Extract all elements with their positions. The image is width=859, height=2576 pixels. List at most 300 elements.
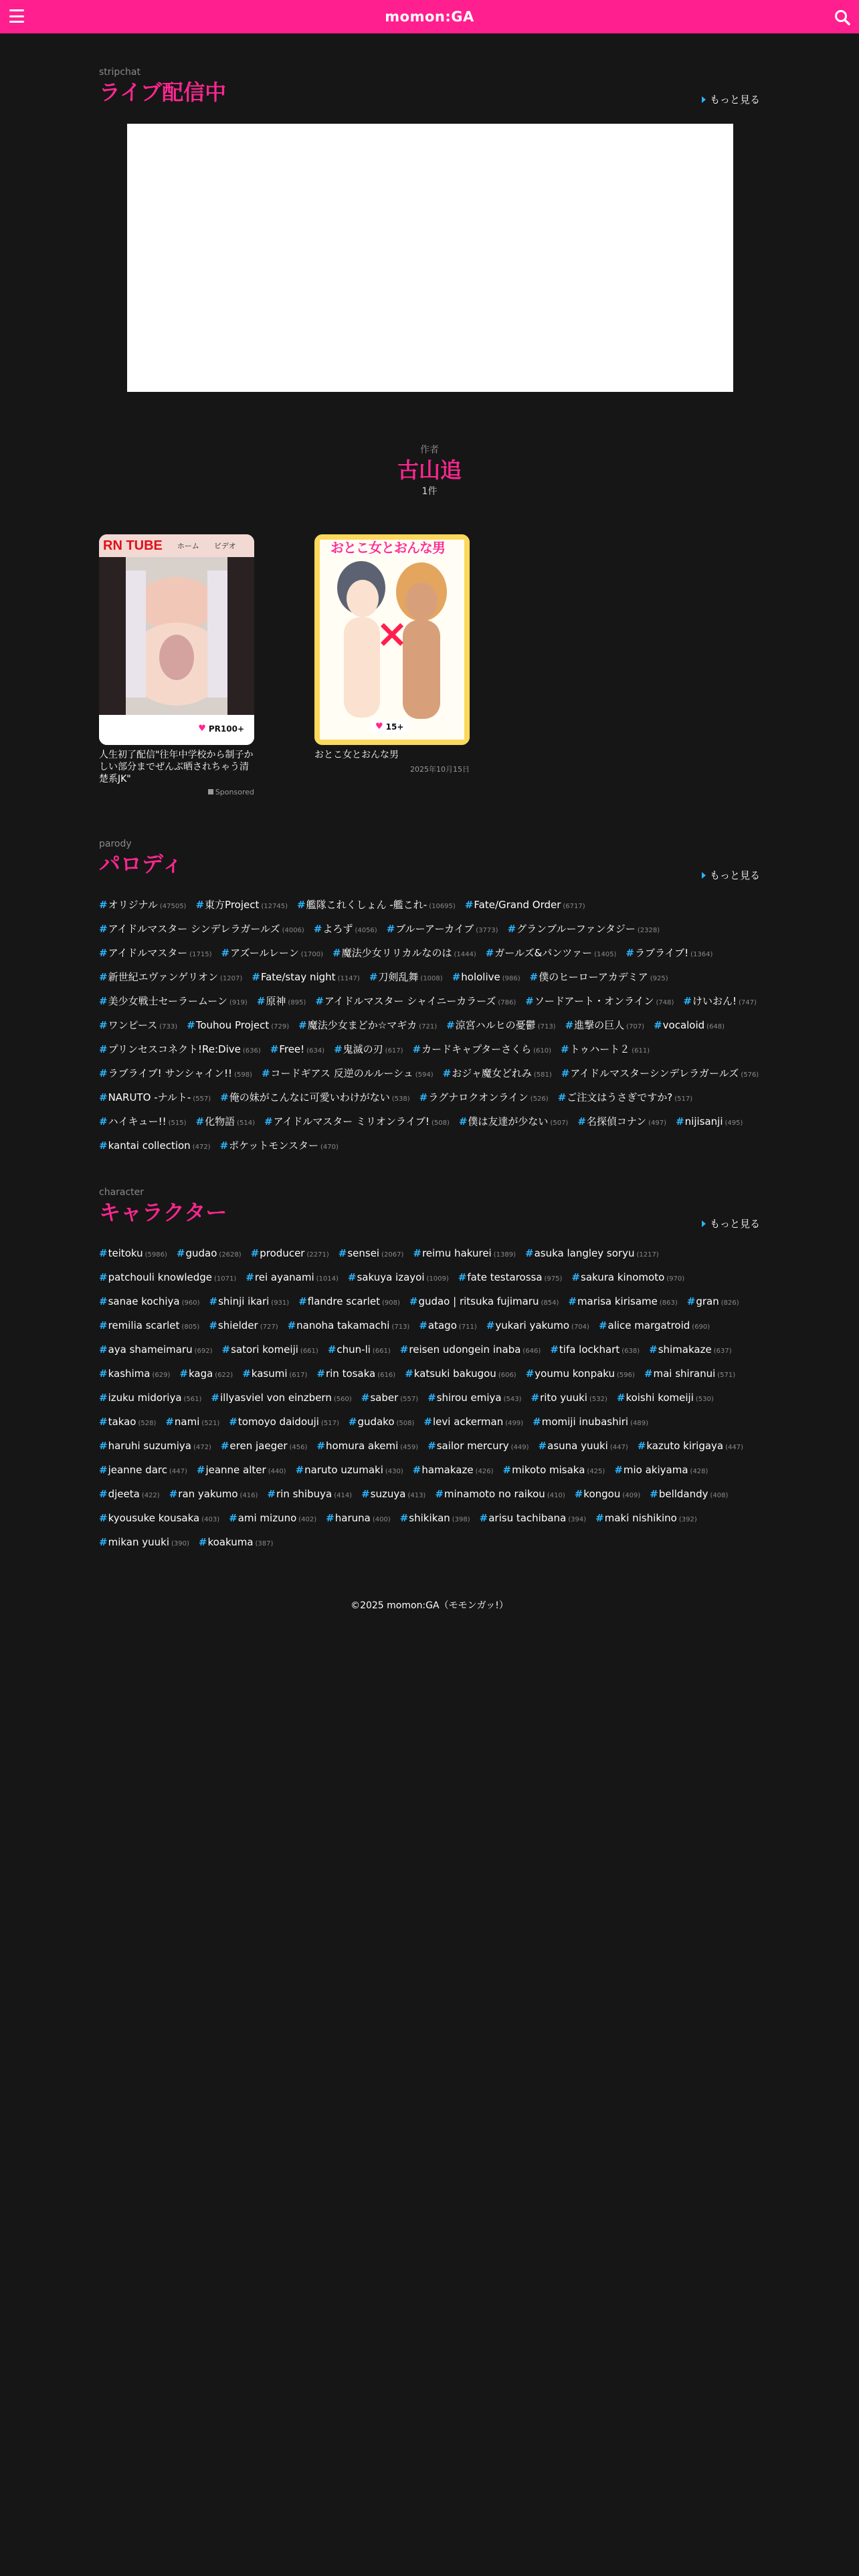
tag-name: 僕のヒーローアカデミア bbox=[539, 971, 648, 983]
character-tag[interactable] bbox=[99, 1289, 200, 1313]
parody-tag[interactable] bbox=[99, 941, 212, 965]
parody-tag[interactable] bbox=[196, 1109, 255, 1134]
character-tag[interactable] bbox=[617, 1386, 714, 1410]
tag-count: (1008) bbox=[420, 975, 443, 982]
parody-tag[interactable] bbox=[530, 965, 668, 989]
tag-count: (711) bbox=[458, 1323, 477, 1331]
tag-count: (636) bbox=[242, 1047, 261, 1055]
ad-card[interactable] bbox=[99, 534, 254, 796]
character-tag[interactable] bbox=[349, 1410, 415, 1434]
tag-count: (489) bbox=[630, 1420, 648, 1427]
sponsored-label: Sponsored bbox=[99, 788, 254, 796]
character-tag[interactable] bbox=[435, 1482, 565, 1506]
hash-icon: # bbox=[533, 1416, 541, 1428]
hash-icon: # bbox=[598, 1319, 607, 1331]
character-tag[interactable] bbox=[199, 1530, 274, 1554]
character-tag[interactable] bbox=[427, 1434, 529, 1458]
tag-name: rei ayanami bbox=[254, 1271, 314, 1283]
character-tag[interactable] bbox=[419, 1313, 476, 1337]
tag-count: (1444) bbox=[454, 951, 476, 958]
character-tag[interactable] bbox=[165, 1410, 219, 1434]
tag-count: (786) bbox=[498, 999, 516, 1006]
tag-count: (895) bbox=[288, 999, 306, 1006]
hash-icon: # bbox=[261, 1067, 270, 1079]
tag-count: (392) bbox=[678, 1516, 697, 1523]
hash-icon: # bbox=[338, 1247, 347, 1259]
parody-more-link[interactable]: もっと見る bbox=[702, 868, 760, 882]
parody-tag[interactable] bbox=[419, 1085, 549, 1109]
hash-icon: # bbox=[650, 1488, 658, 1500]
tag-name: 新世紀エヴァンゲリオン bbox=[108, 971, 218, 983]
tag-name: takao bbox=[108, 1416, 136, 1428]
character-tag[interactable] bbox=[423, 1410, 523, 1434]
character-tag[interactable] bbox=[638, 1434, 743, 1458]
parody-tag[interactable] bbox=[99, 1061, 252, 1085]
tag-name: koishi komeiji bbox=[626, 1392, 694, 1404]
tag-name: アイドルマスターシンデレラガールズ bbox=[570, 1067, 739, 1079]
tag-name: 進撃の巨人 bbox=[574, 1019, 625, 1031]
hash-icon: # bbox=[99, 1295, 108, 1307]
character-tag[interactable] bbox=[348, 1265, 449, 1289]
tag-name: gudao | ritsuka fujimaru bbox=[418, 1295, 539, 1307]
hash-icon: # bbox=[242, 1368, 251, 1380]
parody-tag[interactable] bbox=[99, 1037, 261, 1061]
character-tag[interactable] bbox=[571, 1265, 684, 1289]
parody-tag[interactable] bbox=[683, 989, 756, 1013]
tag-count: (10695) bbox=[429, 903, 456, 910]
tag-count: (561) bbox=[183, 1396, 202, 1403]
character-tag[interactable] bbox=[339, 1241, 404, 1265]
tag-count: (422) bbox=[141, 1492, 160, 1499]
parody-tag[interactable] bbox=[525, 989, 674, 1013]
character-tag[interactable] bbox=[99, 1386, 201, 1410]
tag-count: (1071) bbox=[214, 1275, 237, 1283]
ad-thumbnail[interactable] bbox=[99, 534, 254, 745]
tag-count: (617) bbox=[289, 1372, 308, 1379]
parody-tag[interactable] bbox=[508, 917, 660, 941]
hash-icon: # bbox=[574, 1488, 583, 1500]
parody-tag[interactable] bbox=[220, 1085, 409, 1109]
tag-name: sailor mercury bbox=[436, 1440, 509, 1452]
tag-name: flandre scarlet bbox=[307, 1295, 380, 1307]
tag-name: minamoto no raikou bbox=[444, 1488, 545, 1500]
character-tag[interactable] bbox=[177, 1241, 242, 1265]
tag-name: izuku midoriya bbox=[108, 1392, 182, 1404]
character-tag[interactable] bbox=[400, 1506, 470, 1530]
tag-name: 原神 bbox=[266, 995, 286, 1007]
tag-name: producer bbox=[260, 1247, 305, 1259]
hash-icon: # bbox=[577, 1115, 586, 1128]
tag-name: 艦隊これくしょん -艦これ- bbox=[306, 899, 427, 911]
parody-tag[interactable] bbox=[369, 965, 443, 989]
hash-icon: # bbox=[361, 1488, 370, 1500]
character-tag[interactable] bbox=[288, 1313, 410, 1337]
parody-tag[interactable] bbox=[452, 965, 520, 989]
tag-count: (594) bbox=[415, 1071, 434, 1079]
tag-count: (721) bbox=[419, 1023, 438, 1031]
character-tag[interactable] bbox=[99, 1313, 199, 1337]
character-tag[interactable] bbox=[267, 1482, 352, 1506]
hash-icon: # bbox=[196, 1464, 205, 1476]
tag-name: atago bbox=[427, 1319, 457, 1331]
tag-name: コードギアス 反逆のルルーシュ bbox=[270, 1067, 413, 1079]
character-tag[interactable] bbox=[568, 1289, 677, 1313]
character-tag[interactable] bbox=[533, 1410, 648, 1434]
character-tag[interactable] bbox=[242, 1362, 307, 1386]
tag-count: (970) bbox=[666, 1275, 685, 1283]
character-tag[interactable] bbox=[687, 1289, 739, 1313]
hash-icon: # bbox=[412, 1043, 421, 1055]
tag-count: (854) bbox=[541, 1299, 559, 1307]
hash-icon: # bbox=[525, 1247, 534, 1259]
tag-count: (805) bbox=[181, 1323, 200, 1331]
character-tag[interactable] bbox=[229, 1410, 339, 1434]
parody-tag[interactable] bbox=[413, 1037, 551, 1061]
character-tag[interactable] bbox=[361, 1386, 418, 1410]
parody-tag[interactable] bbox=[195, 893, 288, 917]
tag-name: kasumi bbox=[251, 1368, 288, 1380]
character-tag[interactable] bbox=[405, 1362, 516, 1386]
tag-count: (449) bbox=[510, 1444, 529, 1451]
tag-count: (410) bbox=[547, 1492, 565, 1499]
character-tag[interactable] bbox=[246, 1265, 339, 1289]
parody-tag[interactable] bbox=[99, 917, 304, 941]
hash-icon: # bbox=[686, 1295, 696, 1307]
character-tag[interactable] bbox=[550, 1337, 640, 1362]
parody-tag[interactable] bbox=[465, 893, 585, 917]
hash-icon: # bbox=[423, 1416, 432, 1428]
character-tag[interactable] bbox=[599, 1313, 710, 1337]
character-tag[interactable] bbox=[99, 1241, 167, 1265]
hash-icon: # bbox=[99, 1019, 108, 1031]
tag-name: ラブライブ! bbox=[634, 947, 689, 959]
character-tag[interactable] bbox=[99, 1506, 219, 1530]
tag-name: reimu hakurei bbox=[421, 1247, 492, 1259]
character-tag[interactable] bbox=[503, 1458, 605, 1482]
character-tag[interactable] bbox=[229, 1506, 316, 1530]
parody-tag[interactable] bbox=[676, 1109, 743, 1134]
hash-icon: # bbox=[560, 1043, 569, 1055]
author-label: 作者 bbox=[420, 445, 439, 455]
hash-icon: # bbox=[361, 1392, 370, 1404]
tag-name: sanae kochiya bbox=[108, 1295, 180, 1307]
character-more-link[interactable]: もっと見る bbox=[702, 1216, 760, 1230]
tag-count: (538) bbox=[391, 1095, 410, 1103]
character-tag[interactable] bbox=[209, 1289, 290, 1313]
tag-name: fate testarossa bbox=[467, 1271, 543, 1283]
work-card[interactable] bbox=[314, 534, 470, 774]
live-stream-embed[interactable] bbox=[127, 124, 733, 392]
character-tag[interactable] bbox=[486, 1313, 589, 1337]
hash-icon: # bbox=[99, 1368, 108, 1380]
tag-name: tifa lockhart bbox=[559, 1344, 620, 1356]
tag-count: (826) bbox=[721, 1299, 739, 1307]
tag-name: オリジナル bbox=[108, 899, 158, 911]
hash-icon: # bbox=[99, 1043, 108, 1055]
ad-caption[interactable]: 人生初了配信"往年中学校から制子かしい部分までぜんぶ晒されちゃう清楚系JK" bbox=[99, 750, 254, 784]
tag-name: けいおん! bbox=[692, 995, 737, 1007]
hash-icon: # bbox=[419, 1091, 428, 1103]
tag-count: (986) bbox=[502, 975, 520, 982]
tag-name: ガールズ&パンツァー bbox=[494, 947, 593, 959]
parody-tag[interactable] bbox=[270, 1037, 324, 1061]
parody-tag[interactable] bbox=[99, 1109, 187, 1134]
character-tag[interactable] bbox=[531, 1386, 607, 1410]
hash-icon: # bbox=[409, 1295, 418, 1307]
tag-count: (581) bbox=[533, 1071, 552, 1079]
tag-count: (4056) bbox=[355, 927, 377, 934]
parody-tag[interactable] bbox=[334, 1037, 403, 1061]
character-tag[interactable] bbox=[99, 1337, 213, 1362]
parody-tag[interactable] bbox=[257, 989, 306, 1013]
character-tag[interactable] bbox=[99, 1265, 236, 1289]
parody-tag[interactable] bbox=[264, 1109, 450, 1134]
tag-name: gudako bbox=[357, 1416, 395, 1428]
character-tag[interactable] bbox=[222, 1337, 318, 1362]
character-tag[interactable] bbox=[614, 1458, 708, 1482]
tag-count: (515) bbox=[168, 1119, 187, 1127]
hash-icon: # bbox=[211, 1392, 219, 1404]
parody-tag[interactable] bbox=[577, 1109, 666, 1134]
character-tag[interactable] bbox=[197, 1458, 286, 1482]
parody-tag[interactable] bbox=[446, 1013, 555, 1037]
hash-icon: # bbox=[316, 1440, 325, 1452]
parody-tag[interactable] bbox=[315, 989, 516, 1013]
tag-count: (507) bbox=[550, 1119, 569, 1127]
parody-tag[interactable] bbox=[314, 917, 377, 941]
hash-icon: # bbox=[298, 1019, 307, 1031]
tag-name: yukari yakumo bbox=[495, 1319, 570, 1331]
hash-icon: # bbox=[99, 995, 108, 1007]
character-tag[interactable] bbox=[650, 1482, 728, 1506]
tag-count: (629) bbox=[152, 1372, 171, 1379]
triangle-right-icon bbox=[702, 872, 706, 879]
tag-name: NARUTO -ナルト- bbox=[108, 1091, 191, 1103]
character-tag[interactable] bbox=[99, 1362, 170, 1386]
parody-tag[interactable] bbox=[561, 1037, 650, 1061]
character-tag-list bbox=[99, 1241, 760, 1554]
character-tag[interactable] bbox=[361, 1482, 425, 1506]
parody-section-sub: parody bbox=[99, 839, 132, 849]
tag-name: sakuya izayoi bbox=[357, 1271, 425, 1283]
parody-tag[interactable] bbox=[220, 1134, 339, 1158]
parody-tag[interactable] bbox=[459, 1109, 568, 1134]
tag-name: sensei bbox=[347, 1247, 380, 1259]
parody-tag[interactable] bbox=[99, 989, 248, 1013]
tag-name: 鬼滅の刃 bbox=[343, 1043, 383, 1055]
tag-count: (931) bbox=[271, 1299, 290, 1307]
tag-count: (661) bbox=[300, 1348, 318, 1355]
tag-count: (398) bbox=[452, 1516, 470, 1523]
tag-name: mikan yuuki bbox=[108, 1536, 169, 1548]
work-date: 2025年10月15日 bbox=[410, 765, 470, 774]
hash-icon: # bbox=[348, 1416, 357, 1428]
hash-icon: # bbox=[479, 1512, 488, 1524]
tag-count: (4006) bbox=[282, 927, 304, 934]
character-tag[interactable] bbox=[316, 1362, 395, 1386]
tag-name: kyousuke kousaka bbox=[108, 1512, 200, 1524]
heart-icon: ♥ bbox=[198, 724, 206, 734]
character-tag[interactable] bbox=[211, 1386, 351, 1410]
search-icon[interactable] bbox=[834, 9, 851, 26]
hash-icon: # bbox=[334, 1043, 343, 1055]
parody-tag[interactable] bbox=[99, 965, 242, 989]
character-tag[interactable] bbox=[298, 1289, 400, 1313]
tag-count: (637) bbox=[713, 1348, 732, 1355]
tag-name: asuka langley soryu bbox=[534, 1247, 635, 1259]
parody-tag[interactable] bbox=[99, 1013, 177, 1037]
tag-name: ソードアート・オンライン bbox=[534, 995, 654, 1007]
character-tag[interactable] bbox=[296, 1458, 403, 1482]
character-tag[interactable] bbox=[427, 1386, 521, 1410]
character-tag[interactable] bbox=[316, 1434, 418, 1458]
parody-tag[interactable] bbox=[252, 965, 360, 989]
tag-count: (495) bbox=[725, 1119, 743, 1127]
hash-icon: # bbox=[442, 1067, 452, 1079]
parody-tag[interactable] bbox=[187, 1013, 289, 1037]
character-tag[interactable] bbox=[99, 1410, 156, 1434]
tag-count: (2328) bbox=[637, 927, 660, 934]
tag-count: (408) bbox=[710, 1492, 729, 1499]
hash-icon: # bbox=[99, 1319, 108, 1331]
tag-count: (1715) bbox=[189, 951, 212, 958]
character-tag[interactable] bbox=[251, 1241, 329, 1265]
hash-icon: # bbox=[99, 971, 108, 983]
hash-icon: # bbox=[529, 971, 539, 983]
tag-name: illyasviel von einzbern bbox=[219, 1392, 332, 1404]
character-tag[interactable] bbox=[99, 1458, 187, 1482]
character-tag[interactable] bbox=[326, 1506, 391, 1530]
character-tag[interactable] bbox=[169, 1482, 258, 1506]
parody-tag[interactable] bbox=[654, 1013, 725, 1037]
live-more-link[interactable]: もっと見る bbox=[702, 92, 760, 106]
character-tag[interactable] bbox=[99, 1434, 211, 1458]
tag-name: kazuto kirigaya bbox=[646, 1440, 724, 1452]
character-tag[interactable] bbox=[400, 1337, 541, 1362]
character-tag[interactable] bbox=[525, 1241, 659, 1265]
parody-tag[interactable] bbox=[443, 1061, 552, 1085]
tag-count: (727) bbox=[260, 1323, 278, 1331]
parody-tag[interactable] bbox=[297, 893, 456, 917]
tag-name: teitoku bbox=[108, 1247, 143, 1259]
like-badge: ♥ 15+ bbox=[369, 720, 409, 734]
hash-icon: # bbox=[99, 947, 108, 959]
tag-name: アイドルマスター bbox=[108, 947, 188, 959]
parody-tag[interactable] bbox=[99, 1085, 211, 1109]
character-tag[interactable] bbox=[99, 1530, 189, 1554]
work-thumbnail[interactable] bbox=[314, 534, 470, 745]
tag-name: koakuma bbox=[207, 1536, 254, 1548]
tag-count: (409) bbox=[622, 1492, 641, 1499]
tag-count: (428) bbox=[690, 1468, 708, 1475]
tag-name: patchouli knowledge bbox=[108, 1271, 213, 1283]
parody-tag[interactable] bbox=[298, 1013, 437, 1037]
character-tag[interactable] bbox=[413, 1241, 516, 1265]
character-tag[interactable] bbox=[458, 1265, 563, 1289]
menu-icon[interactable] bbox=[9, 9, 24, 23]
character-tag[interactable] bbox=[413, 1458, 494, 1482]
tag-name: aya shameimaru bbox=[108, 1344, 193, 1356]
tag-count: (12745) bbox=[261, 903, 288, 910]
tag-count: (2271) bbox=[306, 1251, 329, 1259]
tag-name: 魔法少女まどか☆マギカ bbox=[307, 1019, 417, 1031]
tag-name: 化物語 bbox=[205, 1115, 235, 1128]
hash-icon: # bbox=[413, 1247, 421, 1259]
hash-icon: # bbox=[209, 1295, 218, 1307]
parody-tag[interactable] bbox=[561, 1061, 759, 1085]
tag-count: (517) bbox=[320, 1420, 339, 1427]
hash-icon: # bbox=[99, 1440, 108, 1452]
character-tag[interactable] bbox=[209, 1313, 278, 1337]
parody-tag[interactable] bbox=[626, 941, 712, 965]
work-title[interactable]: おとこ女とおんな男 bbox=[314, 750, 399, 760]
tag-count: (557) bbox=[400, 1396, 419, 1403]
tag-count: (648) bbox=[706, 1023, 725, 1031]
character-tag[interactable] bbox=[595, 1506, 697, 1530]
hash-icon: # bbox=[550, 1344, 559, 1356]
tag-name: 僕は友達が少ない bbox=[468, 1115, 549, 1128]
parody-tag[interactable] bbox=[387, 917, 498, 941]
character-tag[interactable] bbox=[99, 1482, 160, 1506]
character-tag[interactable] bbox=[409, 1289, 559, 1313]
character-tag[interactable] bbox=[539, 1434, 628, 1458]
parody-tag[interactable] bbox=[565, 1013, 644, 1037]
ad-tab-video: ビデオ bbox=[213, 542, 236, 550]
character-tag[interactable] bbox=[480, 1506, 587, 1530]
hash-icon: # bbox=[502, 1464, 512, 1476]
character-tag[interactable] bbox=[179, 1362, 233, 1386]
hash-icon: # bbox=[99, 1140, 108, 1152]
parody-tag[interactable] bbox=[221, 941, 324, 965]
tag-name: ワンピース bbox=[108, 1019, 158, 1031]
tag-name: sakura kinomoto bbox=[581, 1271, 665, 1283]
hash-icon: # bbox=[347, 1271, 357, 1283]
hash-icon: # bbox=[220, 1440, 229, 1452]
tag-name: haruhi suzumiya bbox=[108, 1440, 191, 1452]
tag-count: (1364) bbox=[690, 951, 713, 958]
tag-count: (610) bbox=[533, 1047, 551, 1055]
hash-icon: # bbox=[571, 1271, 580, 1283]
parody-tag[interactable] bbox=[99, 893, 186, 917]
parody-tag[interactable] bbox=[99, 1134, 211, 1158]
character-tag[interactable] bbox=[328, 1337, 391, 1362]
tag-count: (5986) bbox=[145, 1251, 167, 1259]
parody-tag[interactable] bbox=[262, 1061, 434, 1085]
tag-name: ブルーアーカイブ bbox=[395, 923, 474, 935]
character-tag[interactable] bbox=[526, 1362, 635, 1386]
character-tag[interactable] bbox=[644, 1362, 735, 1386]
tag-name: アイドルマスター シャイニーカラーズ bbox=[324, 995, 496, 1007]
hash-icon: # bbox=[626, 947, 634, 959]
character-tag[interactable] bbox=[221, 1434, 308, 1458]
parody-tag[interactable] bbox=[558, 1085, 692, 1109]
parody-tag[interactable] bbox=[486, 941, 617, 965]
parody-tag[interactable] bbox=[332, 941, 476, 965]
character-tag[interactable] bbox=[575, 1482, 641, 1506]
character-tag[interactable] bbox=[649, 1337, 731, 1362]
hash-icon: # bbox=[250, 1247, 260, 1259]
tag-name: remilia scarlet bbox=[108, 1319, 180, 1331]
site-logo[interactable]: momon:GA bbox=[385, 9, 474, 25]
tag-count: (611) bbox=[632, 1047, 650, 1055]
hash-icon: # bbox=[219, 1140, 229, 1152]
tag-count: (499) bbox=[505, 1420, 524, 1427]
tag-name: nanoha takamachi bbox=[296, 1319, 390, 1331]
hash-icon: # bbox=[297, 899, 306, 911]
tag-name: marisa kirisame bbox=[577, 1295, 658, 1307]
tag-count: (447) bbox=[725, 1444, 744, 1451]
hash-icon: # bbox=[538, 1440, 547, 1452]
